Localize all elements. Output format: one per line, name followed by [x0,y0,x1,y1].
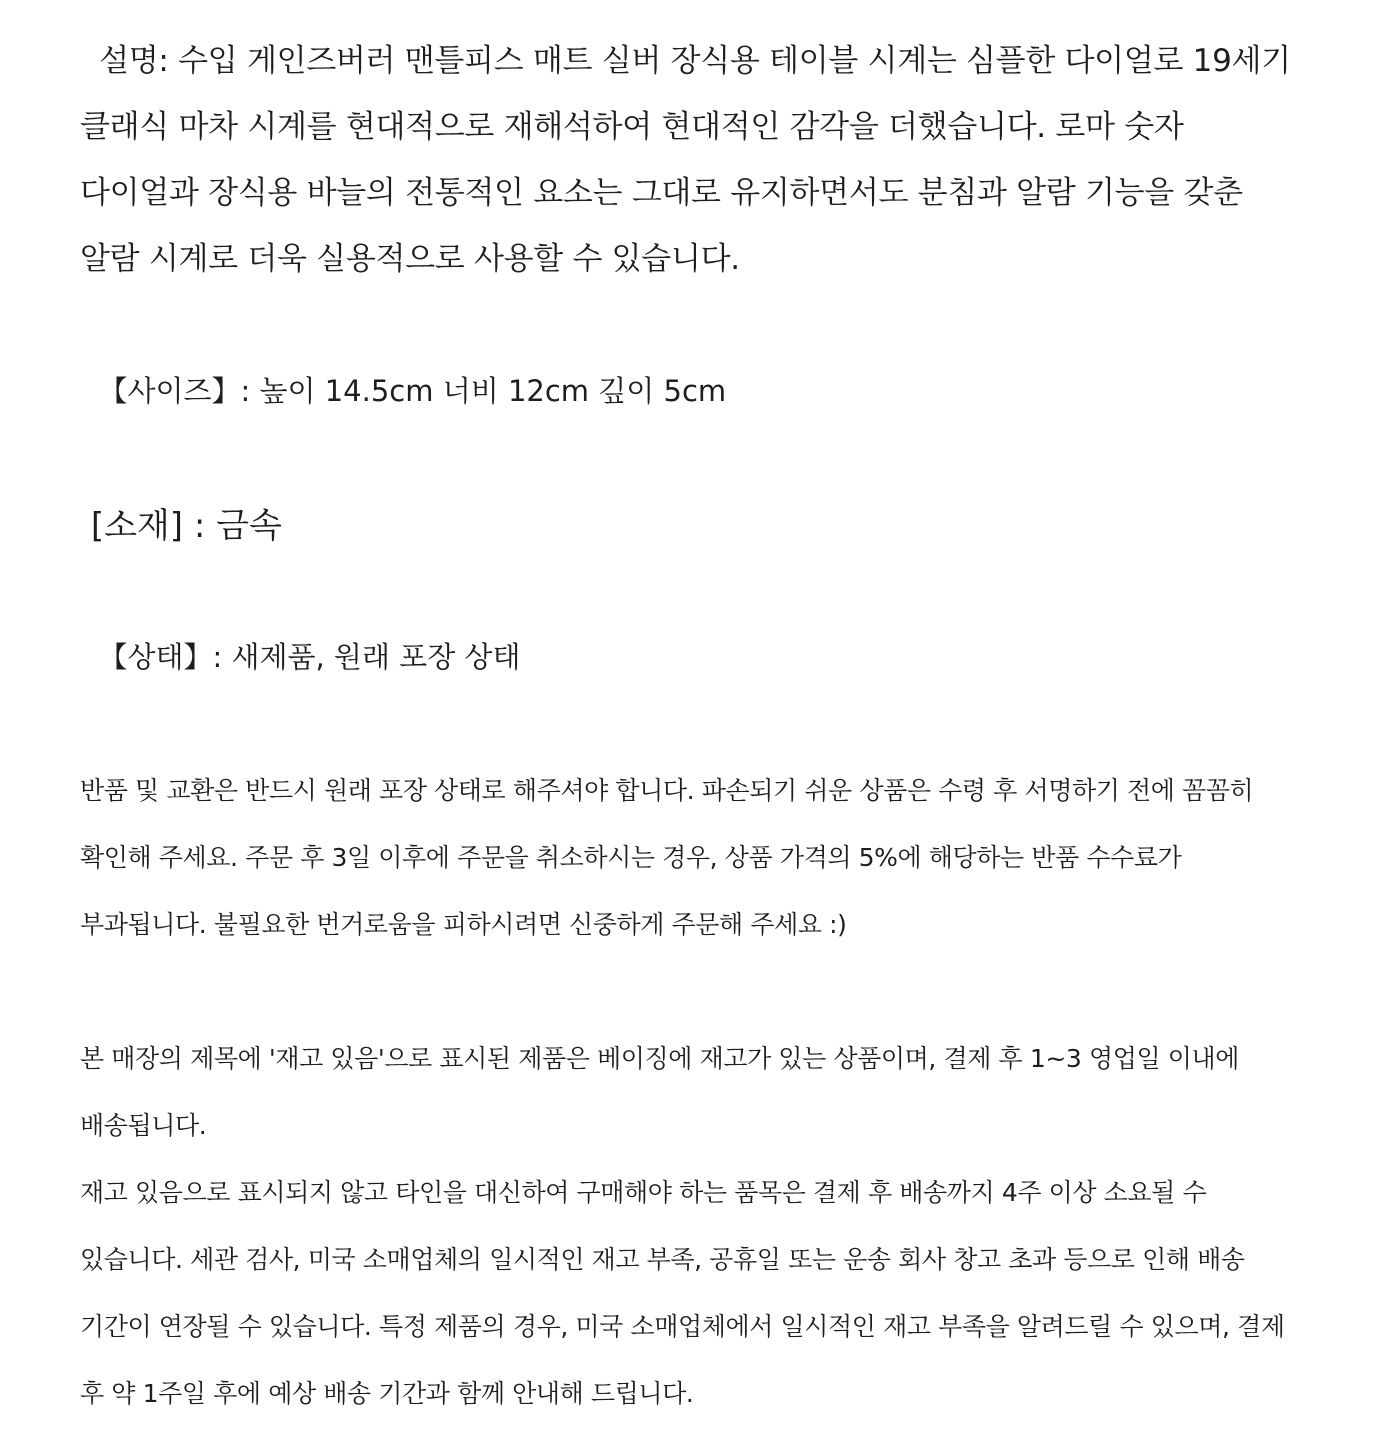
return-policy-notice: 반품 및 교환은 반드시 원래 포장 상태로 해주셔야 합니다. 파손되기 쉬운 상품은 수령 후 서명하기 전에 꼼꼼히 확인해 주세요. 주문 후 3일 이후에 주문을 취소하시는 경우, 상품 가격의 5%에 해당하는 반품 수수료가 부과됩니다. 불필요한 번거로움을 피하시려면 신중하게 주문해 주세요 :) [80,776,1261,939]
in-stock-shipping-notice: 본 매장의 제목에 '재고 있음'으로 표시된 제품은 베이징에 재고가 있는 상품이며, 결제 후 1~3 영업일 이내에 배송됩니다. [80,1044,1247,1140]
size-spec: 【사이즈】: 높이 14.5cm 너비 12cm 깊이 5cm [80,374,727,408]
material-spec: [소재] : 금속 [80,506,282,546]
order-item-shipping-notice: 재고 있음으로 표시되지 않고 타인을 대신하여 구매해야 하는 품목은 결제 후 배송까지 4주 이상 소요될 수 있습니다. 세관 검사, 미국 소매업체의 일시적인 재고 부족, 공휴일 또는 운송 회사 창고 초과 등으로 인해 배송 기간이 연장될 수 있습니다. 특정 제품의 경우, 미국 소매업체에서 일시적인 재고 부족을 알려드릴 수 있으며, 결제 후 약 1주일 후에 예상 배송 기간과 함께 안내해 드립니다. [80,1178,1293,1408]
product-description: 설명: 수입 게인즈버러 맨틀피스 매트 실버 장식용 테이블 시계는 심플한 다이얼로 19세기 클래식 마차 시계를 현대적으로 재해석하여 현대적인 감각을 더했습니다. 로마 숫자 다이얼과 장식용 바늘의 전통적인 요소는 그대로 유지하면서도 분침과 알람 기능을 갖춘 알람 시계로 더욱 실용적으로 사용할 수 있습니다. [80,43,1301,277]
condition-spec: 【상태】: 새제품, 원래 포장 상태 [80,640,521,674]
